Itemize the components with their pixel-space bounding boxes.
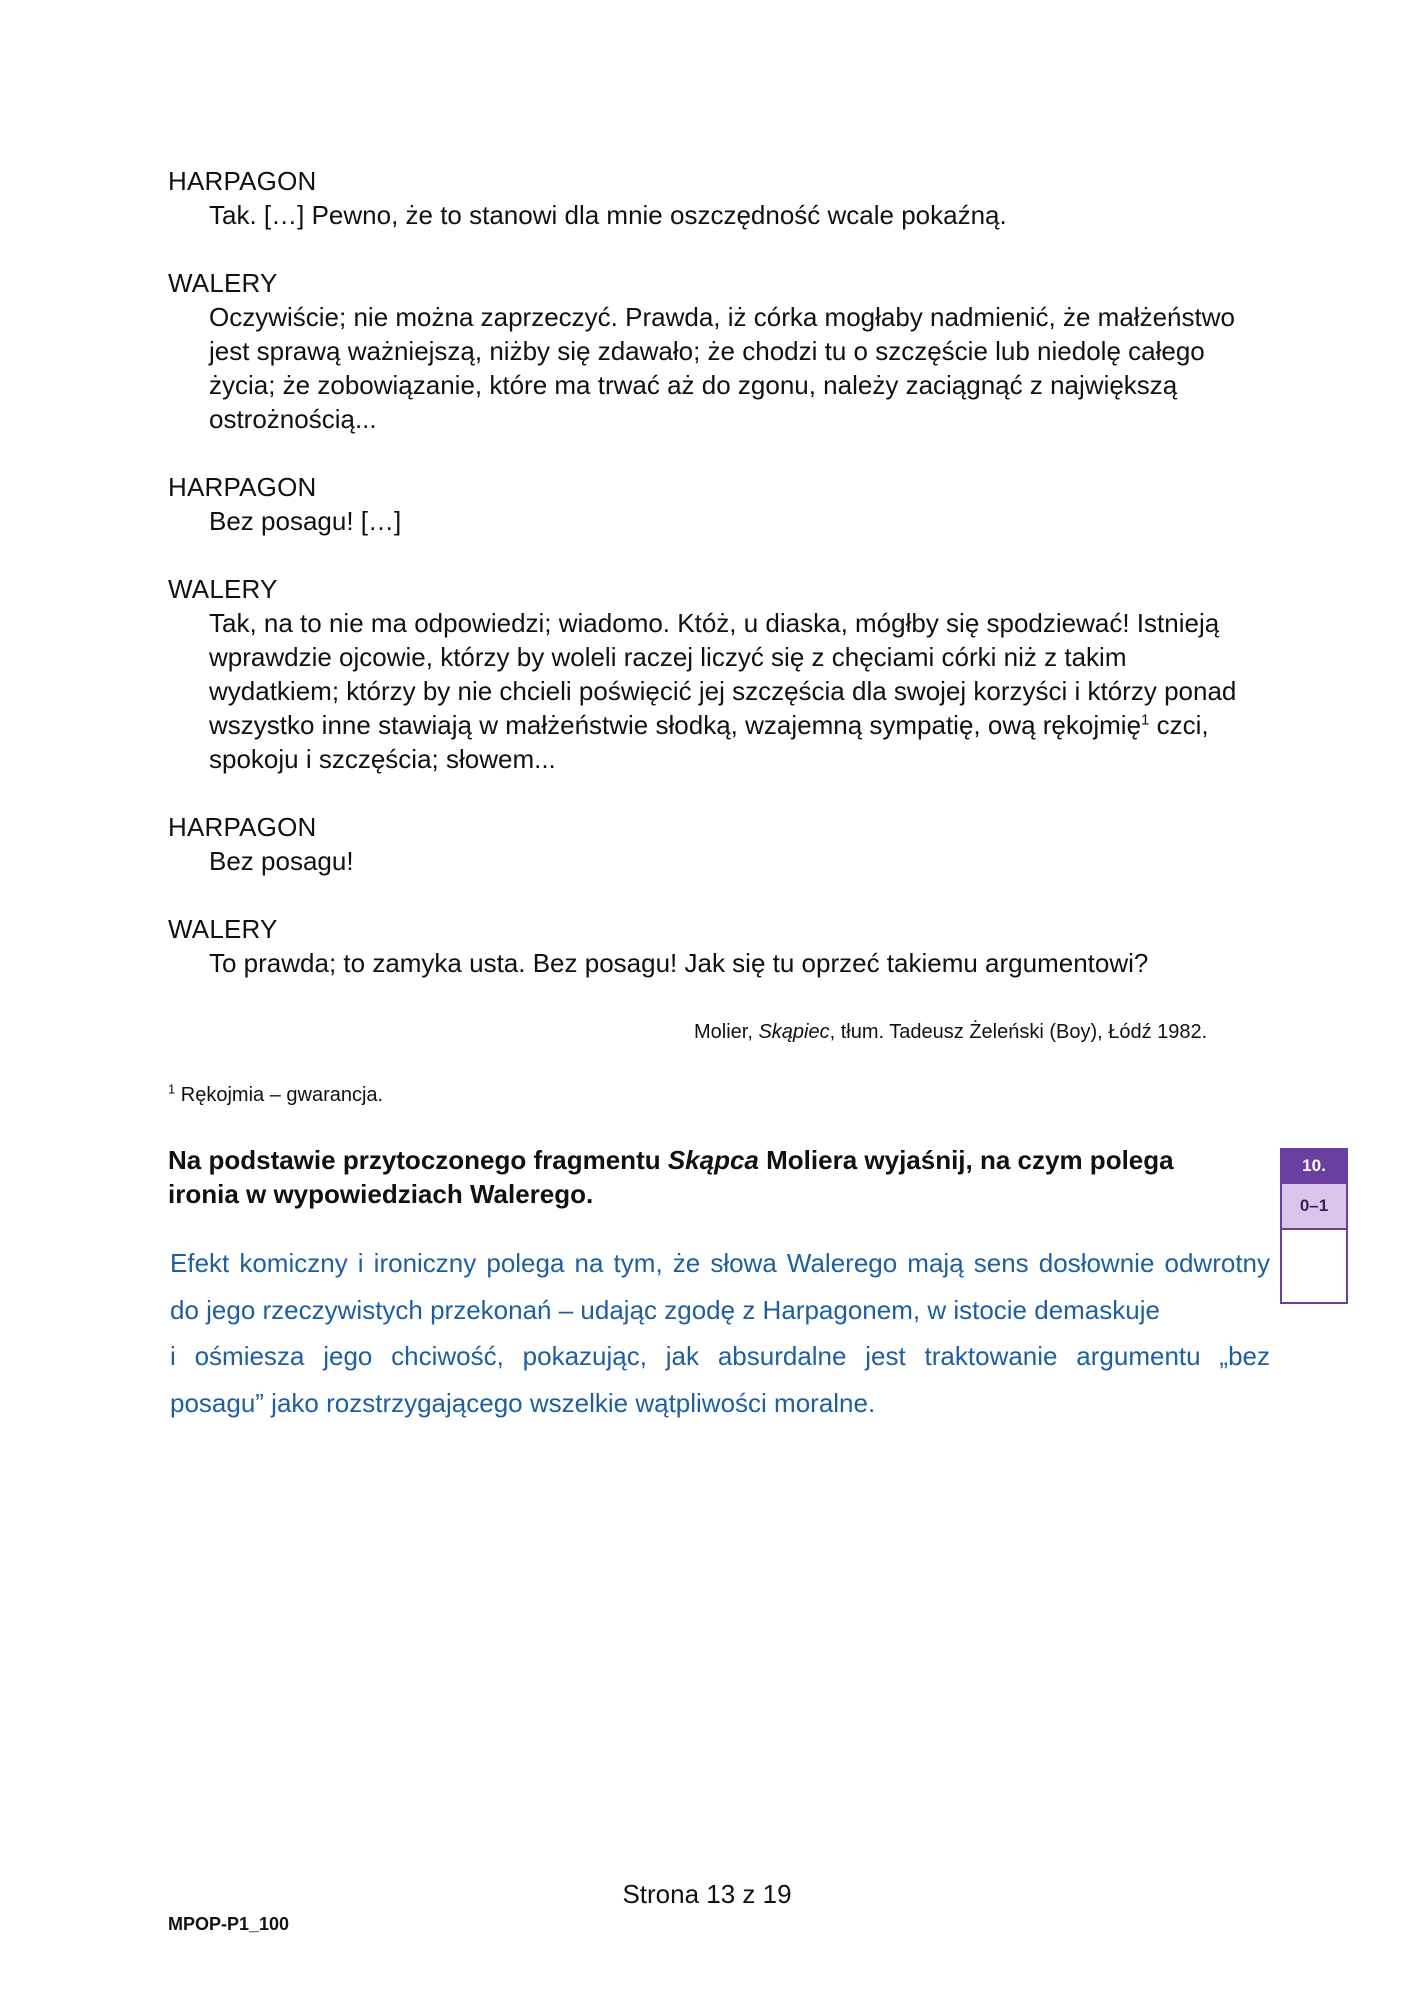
answer-line: posagu” jako rozstrzygającego wszelkie wątpliwości moralne. — [170, 1387, 876, 1418]
speech-walery-1 — [168, 266, 1268, 436]
handwritten-answer — [170, 1240, 1270, 1426]
speech-line: wydatkiem; którzy by nie chcieli poświęcić jej szczęścia dla swojej korzyści i którzy ponad — [209, 676, 1237, 706]
citation-details: , tłum. Tadeusz Żeleński (Boy), Łódź 1982. — [829, 1021, 1208, 1043]
task-line-1 — [168, 1143, 1228, 1177]
answer-line: do jego rzeczywistych przekonań – udając zgodę z Harpagonem, w istocie demaskuje — [170, 1294, 1160, 1325]
answer-line: Efekt komiczny i ironiczny polega na tym, że słowa Walerego mają sens dosłownie odwrotny — [170, 1248, 1270, 1278]
footnote-reference: 1 — [1141, 711, 1150, 729]
drama-excerpt — [168, 164, 1268, 1014]
speech-walery-3 — [168, 912, 1268, 980]
speech-walery-2 — [168, 572, 1268, 776]
speech-line: Tak. […] Pewno, że to stanowi dla mnie oszczędność wcale pokaźną. — [209, 200, 1007, 230]
task-question — [168, 1143, 1228, 1211]
speech-line: Tak, na to nie ma odpowiedzi; wiadomo. Któż, u diaska, mógłby się spodziewać! Istnieją — [209, 608, 1220, 638]
citation-title: Skąpiec — [758, 1021, 830, 1043]
speech-line-text: czci, — [1149, 710, 1209, 740]
speaker-name: HARPAGON — [168, 472, 317, 502]
speech-line-with-footnote — [168, 708, 1259, 742]
speech-harpagon-1 — [168, 164, 1268, 232]
speech-harpagon-3 — [168, 810, 1268, 878]
footnote-mark: 1 — [168, 1081, 176, 1097]
score-entry-field[interactable] — [1282, 1228, 1346, 1302]
speech-line: Bez posagu! […] — [209, 506, 402, 536]
speaker-name: WALERY — [168, 574, 278, 604]
score-box — [1280, 1148, 1348, 1304]
speech-line: spokoju i szczęścia; słowem... — [209, 744, 556, 774]
task-number: 10. — [1282, 1150, 1346, 1182]
speaker-name: WALERY — [168, 914, 278, 944]
score-range: 0–1 — [1282, 1182, 1346, 1228]
speech-line: jest sprawą ważniejszą, niżby się zdawało; że chodzi tu o szczęście lub niedolę całego — [209, 336, 1205, 366]
task-text: Moliera wyjaśnij, na czym polega — [758, 1145, 1174, 1175]
speech-line: życia; że zobowiązanie, które ma trwać aż do zgonu, należy zaciągnąć z największą — [209, 370, 1178, 400]
citation-author: Molier, — [694, 1021, 759, 1043]
speaker-name: WALERY — [168, 268, 278, 298]
footnote-text: Rękojmia – gwarancja. — [175, 1084, 384, 1106]
footnote — [168, 1082, 383, 1108]
speech-line-text: wszystko inne stawiają w małżeństwie słodką, wzajemną sympatię, ową rękojmię — [209, 710, 1142, 740]
task-line-2: ironia w wypowiedziach Walerego. — [168, 1179, 594, 1209]
speech-line: To prawda; to zamyka usta. Bez posagu! Jak się tu oprzeć takiemu argumentowi? — [209, 948, 1149, 978]
task-text: Na podstawie przytoczonego fragmentu — [168, 1145, 668, 1175]
speech-line: wprawdzie ojcowie, którzy by woleli raczej liczyć się z chęciami córki niż z takim — [209, 642, 1127, 672]
answer-line: i ośmiesza jego chciwość, pokazując, jak absurdalne jest traktowanie argumentu „bez — [170, 1341, 1270, 1371]
speaker-name: HARPAGON — [168, 812, 317, 842]
speech-line: ostrożnością... — [209, 404, 377, 434]
source-citation — [694, 1019, 1207, 1045]
exam-code: MPOP-P1_100 — [168, 1914, 290, 1934]
speech-line: Oczywiście; nie można zaprzeczyć. Prawda, iż córka mogłaby nadmienić, że małżeństwo — [209, 302, 1235, 332]
speaker-name: HARPAGON — [168, 166, 317, 196]
page-number: Strona 13 z 19 — [622, 1879, 792, 1909]
task-work-title: Skąpca — [667, 1145, 759, 1175]
speech-line: Bez posagu! — [209, 846, 354, 876]
speech-harpagon-2 — [168, 470, 1268, 538]
